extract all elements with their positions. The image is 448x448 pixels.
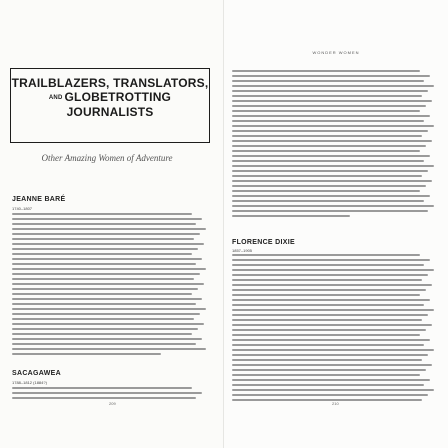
text-line xyxy=(232,254,420,256)
text-line xyxy=(12,263,196,265)
text-line xyxy=(232,165,434,167)
text-line xyxy=(232,160,424,162)
text-line xyxy=(12,228,206,230)
text-line xyxy=(232,105,426,107)
chapter-subtitle: Other Amazing Women of Adventure xyxy=(41,153,173,163)
right-page-body-top xyxy=(232,70,436,220)
text-line xyxy=(232,190,420,192)
text-line xyxy=(232,314,428,316)
text-line xyxy=(232,344,424,346)
text-line xyxy=(232,339,430,341)
page-number-left: 209 xyxy=(109,401,116,406)
text-line xyxy=(232,349,434,351)
text-line xyxy=(12,333,192,335)
text-line xyxy=(232,75,430,77)
text-line xyxy=(12,298,202,300)
text-line xyxy=(232,180,432,182)
title-line-3: JOURNALISTS xyxy=(66,105,154,119)
text-line xyxy=(12,248,198,250)
text-line xyxy=(12,318,194,320)
section-heading-sacagawea: SACAGAWEA xyxy=(12,370,61,377)
text-line xyxy=(12,288,198,290)
text-line xyxy=(232,264,424,266)
text-line xyxy=(232,185,426,187)
text-line xyxy=(12,308,206,310)
text-line xyxy=(12,278,194,280)
text-line xyxy=(12,268,206,270)
text-line xyxy=(12,238,194,240)
text-line xyxy=(232,329,426,331)
text-line xyxy=(12,397,196,399)
text-line xyxy=(12,258,202,260)
text-line xyxy=(12,313,200,315)
text-line xyxy=(232,319,422,321)
section-body-florence-dixie xyxy=(232,254,436,404)
right-page xyxy=(224,0,448,448)
text-line xyxy=(12,283,204,285)
text-line xyxy=(232,200,424,202)
text-line xyxy=(232,394,428,396)
text-line xyxy=(232,274,428,276)
text-line xyxy=(232,289,426,291)
text-line xyxy=(232,334,420,336)
text-line xyxy=(232,130,428,132)
text-line xyxy=(12,253,192,255)
text-line xyxy=(12,293,192,295)
text-line xyxy=(12,387,192,389)
text-line xyxy=(232,140,432,142)
text-line xyxy=(232,294,420,296)
text-line xyxy=(232,324,432,326)
text-line xyxy=(232,70,420,72)
text-line xyxy=(12,353,161,355)
text-line xyxy=(12,328,198,330)
text-line xyxy=(12,338,202,340)
text-line xyxy=(232,175,422,177)
text-line xyxy=(12,213,192,215)
text-line xyxy=(12,323,204,325)
section-dates-jeanne-bare: 1740–1807 xyxy=(12,206,33,211)
text-line xyxy=(232,299,430,301)
text-line xyxy=(232,389,434,391)
text-line xyxy=(232,115,430,117)
text-line xyxy=(232,379,430,381)
text-line xyxy=(232,359,422,361)
text-line xyxy=(232,384,424,386)
section-body-sacagawea xyxy=(12,387,208,402)
text-line xyxy=(232,85,434,87)
text-line xyxy=(232,284,432,286)
text-line xyxy=(12,392,202,394)
section-body-jeanne-bare xyxy=(12,213,208,358)
text-line xyxy=(232,364,432,366)
section-heading-jeanne-bare: JEANNE BARÉ xyxy=(12,196,66,203)
text-line xyxy=(232,150,420,152)
section-heading-florence-dixie: FLORENCE DIXIE xyxy=(232,239,295,246)
text-line xyxy=(12,218,202,220)
text-line xyxy=(12,233,200,235)
text-line xyxy=(232,195,430,197)
text-line xyxy=(232,80,424,82)
text-line xyxy=(232,279,422,281)
chapter-title-box xyxy=(10,68,210,143)
title-line-1: TRAILBLAZERS, TRANSLATORS, xyxy=(11,76,209,90)
text-line xyxy=(232,100,432,102)
text-line xyxy=(12,343,196,345)
text-line xyxy=(232,125,434,127)
text-line xyxy=(232,145,426,147)
text-line xyxy=(232,155,430,157)
text-line xyxy=(12,303,196,305)
text-line xyxy=(12,223,196,225)
text-line xyxy=(232,399,422,401)
text-line xyxy=(232,90,428,92)
title-amp: AND xyxy=(48,95,63,101)
text-line xyxy=(232,120,424,122)
page-number-right: 210 xyxy=(332,401,339,406)
section-dates-sacagawea: 1788–1812 (1884?) xyxy=(12,380,47,385)
text-line xyxy=(232,304,424,306)
text-line xyxy=(232,374,420,376)
running-head: WONDER WOMEN xyxy=(312,50,360,55)
text-line xyxy=(232,110,420,112)
text-line xyxy=(12,243,204,245)
text-line xyxy=(12,273,200,275)
text-line xyxy=(232,309,434,311)
text-line xyxy=(232,170,428,172)
text-line xyxy=(232,354,428,356)
text-line xyxy=(232,205,434,207)
text-line xyxy=(232,269,434,271)
text-line xyxy=(232,135,422,137)
text-line xyxy=(232,95,422,97)
text-line xyxy=(232,369,426,371)
section-dates-florence-dixie: 1857–1905 xyxy=(232,248,253,253)
title-line-2 xyxy=(11,90,209,105)
title-line-2-text: GLOBETROTTING xyxy=(64,90,172,104)
text-line xyxy=(12,348,206,350)
text-line xyxy=(232,215,350,217)
text-line xyxy=(232,210,428,212)
text-line xyxy=(232,259,430,261)
